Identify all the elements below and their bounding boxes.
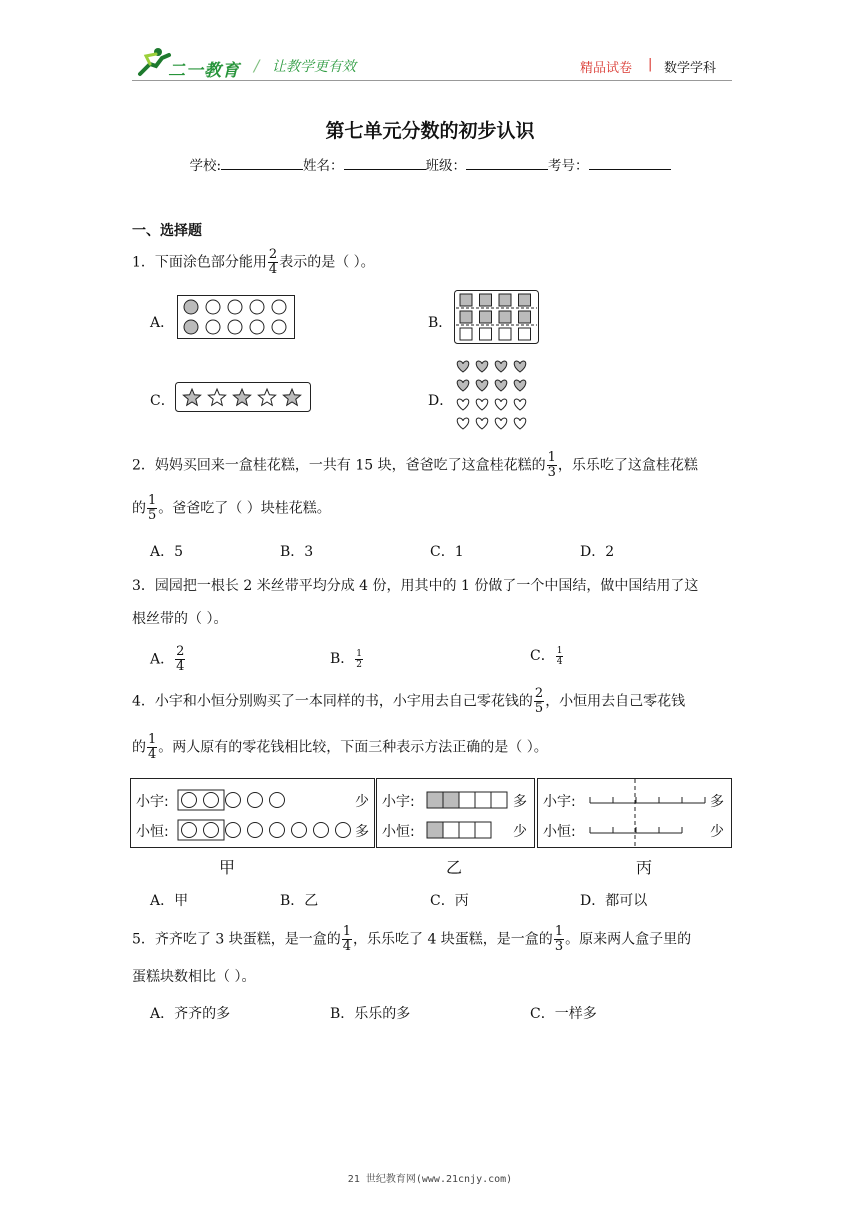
q4-jia-more: 多 <box>355 824 369 840</box>
q5-fraction-2 <box>554 925 564 954</box>
q2-text-mid: ，乐乐吃了这盒桂花糕 <box>557 457 698 474</box>
q5-option-a[interactable]: A．齐齐的多 <box>150 1006 231 1022</box>
q3-fracA-den: 4 <box>176 659 185 674</box>
q2-frac2-num: 1 <box>148 493 157 508</box>
q2-stem-line1 <box>132 451 698 480</box>
q1-option-d-hearts-figure <box>454 358 532 434</box>
q1a-circle <box>184 300 198 314</box>
q4-bing-less: 少 <box>710 824 724 840</box>
q1d-heart-icon <box>457 361 469 372</box>
q2-option-c[interactable]: C．1 <box>430 544 464 560</box>
q5-text: 5．齐齐吃了 3 块蛋糕，是一盒的 <box>132 931 341 948</box>
exam-no-blank[interactable] <box>589 157 671 170</box>
q4-jia-circle <box>204 793 219 808</box>
q1d-heart-icon <box>476 418 488 429</box>
q2-option-d[interactable]: D．2 <box>580 544 615 560</box>
q4-yi-cell <box>427 822 443 838</box>
q4-jia-circle <box>248 823 263 838</box>
name-label: 姓名： <box>303 158 344 174</box>
q4-text-mid: ，小恒用去自己零花钱 <box>545 693 686 710</box>
q4-yi-xiaoheng-label: 小恒: <box>382 824 415 840</box>
q3-option-c-label: C． <box>530 648 555 664</box>
q1-option-c-stars-figure <box>175 382 311 412</box>
q3-option-c-fraction <box>556 646 564 667</box>
q4-option-a[interactable]: A．甲 <box>150 893 189 909</box>
q4-caption-bing: 丙 <box>636 858 653 877</box>
student-info-line <box>0 154 860 174</box>
q1b-square <box>480 294 492 306</box>
q5-text-end: 。原来两人盒子里的 <box>565 931 692 948</box>
q1b-square <box>519 294 531 306</box>
q4-figure-bing <box>537 778 732 848</box>
q4-yi-less: 少 <box>513 824 527 840</box>
q1d-heart-icon <box>495 380 507 391</box>
q3-fracC-num: 1 <box>556 645 563 656</box>
q4-yi-cell <box>427 792 443 808</box>
q1b-square <box>499 294 511 306</box>
q4-jia-circle <box>270 793 285 808</box>
header-tag-premium: 精品试卷 <box>580 61 633 76</box>
q1d-heart-icon <box>457 380 469 391</box>
q1-option-a-label[interactable]: A． <box>150 315 175 331</box>
q4-text: 4．小宇和小恒分别购买了一本同样的书，小宇用去自己零花钱的 <box>132 693 533 710</box>
q4-jia-circle <box>226 793 241 808</box>
q4-option-c[interactable]: C．丙 <box>430 893 469 909</box>
runner-logo-icon <box>136 46 172 78</box>
q2-fraction-1 <box>547 451 557 480</box>
q2-text-2: 的 <box>132 500 146 517</box>
q4-yi-cell <box>491 792 507 808</box>
q2-option-b[interactable]: B．3 <box>280 544 314 560</box>
q5-stem-line2: 蛋糕块数相比（ ）。 <box>132 969 256 985</box>
q5-option-c[interactable]: C．一样多 <box>530 1006 597 1022</box>
q3-stem-line2: 根丝带的（ ）。 <box>132 611 228 627</box>
page-footer: 21 世纪教育网(www.21cnjy.com) <box>347 1174 513 1185</box>
q1-option-c-label[interactable]: C． <box>150 393 175 409</box>
q1d-heart-icon <box>495 399 507 410</box>
q5-frac1-den: 4 <box>342 939 351 954</box>
q4-yi-cell <box>459 822 475 838</box>
q4-frac2-den: 4 <box>148 747 157 762</box>
q4-jia-circle <box>182 823 197 838</box>
q2-frac2-den: 5 <box>148 508 157 523</box>
q4-jia-less: 少 <box>355 794 369 810</box>
q4-yi-xiaoyu-label: 小宇: <box>382 794 415 810</box>
q4-jia-circle <box>182 793 197 808</box>
q3-option-a-label: A． <box>150 651 175 668</box>
q1d-heart-icon <box>457 418 469 429</box>
q1-frac-num: 2 <box>268 247 278 262</box>
q1a-circle <box>228 320 242 334</box>
q5-frac1-num: 1 <box>342 924 351 939</box>
q1a-circle <box>228 300 242 314</box>
q2-stem-line2 <box>132 494 331 523</box>
q3-option-b-label: B． <box>330 651 355 667</box>
q4-jia-circles <box>177 785 353 845</box>
school-label: 学校: <box>189 158 222 174</box>
q3-fracB-num: 1 <box>356 648 363 659</box>
q1-option-d-label[interactable]: D． <box>428 393 454 409</box>
q4-bing-xiaoheng-label: 小恒: <box>543 824 576 840</box>
q2-text-end: 。爸爸吃了（ ）块桂花糕。 <box>158 500 331 517</box>
school-blank[interactable] <box>221 157 303 170</box>
q4-jia-circle <box>270 823 285 838</box>
q1d-heart-icon <box>514 399 526 410</box>
q1-text: 1．下面涂色部分能用 <box>132 254 267 271</box>
q4-yi-cell <box>475 822 491 838</box>
q4-figure-jia <box>130 778 375 848</box>
q1b-square <box>499 311 511 323</box>
q1b-square <box>519 328 531 340</box>
q4-text-2: 的 <box>132 739 146 756</box>
q1d-heart-icon <box>476 380 488 391</box>
q1b-square <box>480 311 492 323</box>
q2-option-a[interactable]: A．5 <box>150 544 184 560</box>
name-blank[interactable] <box>344 157 426 170</box>
q1-option-a-circles-figure <box>177 295 295 339</box>
q4-yi-bars <box>425 785 509 845</box>
q4-frac1-num: 2 <box>534 686 544 701</box>
q3-fracC-den: 4 <box>556 656 563 667</box>
q1d-heart-icon <box>495 418 507 429</box>
q1-option-b-squares-figure <box>454 290 539 344</box>
q3-option-b[interactable] <box>330 648 364 670</box>
q1b-square <box>499 328 511 340</box>
q1d-heart-icon <box>514 418 526 429</box>
q1d-heart-icon <box>495 361 507 372</box>
q3-stem-line1: 3．园园把一根长 2 米丝带平均分成 4 份，用其中的 1 份做了一个中国结，做中国结用了这 <box>132 578 699 594</box>
q4-text-end: 。两人原有的零花钱相比较，下面三种表示方法正确的是（ ）。 <box>158 739 548 756</box>
page-title: 第七单元分数的初步认识 <box>325 120 535 142</box>
q4-caption-jia: 甲 <box>219 858 236 877</box>
q2-text: 2．妈妈买回来一盒桂花糕，一共有 15 块，爸爸吃了这盒桂花糕的 <box>132 457 546 474</box>
q4-yi-cell <box>443 822 459 838</box>
q5-text-mid: ，乐乐吃了 4 块蛋糕，是一盒的 <box>353 931 553 948</box>
q4-figure-yi <box>376 778 535 848</box>
class-blank[interactable] <box>466 157 548 170</box>
q4-yi-cell <box>475 792 491 808</box>
q4-fraction-1 <box>534 687 544 716</box>
q1d-heart-icon <box>514 380 526 391</box>
q2-frac1-num: 1 <box>547 450 556 465</box>
q3-option-a-fraction <box>175 645 185 674</box>
q4-jia-xiaoheng-label: 小恒: <box>136 824 169 840</box>
q1-stem <box>132 248 375 277</box>
q1d-heart-icon <box>457 399 469 410</box>
q1a-circle <box>272 320 286 334</box>
header-rule <box>132 80 732 81</box>
q4-bing-segments <box>586 779 710 847</box>
header-divider: | <box>648 57 653 72</box>
header-slash: / <box>254 56 260 75</box>
q4-stem-line2 <box>132 733 548 762</box>
q4-bing-xiaoyu-label: 小宇: <box>543 794 576 810</box>
q1-text-end: 表示的是（ ）。 <box>279 254 375 271</box>
q4-jia-circle <box>248 793 263 808</box>
q4-caption-yi: 乙 <box>446 858 463 877</box>
q4-jia-circle <box>292 823 307 838</box>
q4-frac2-num: 1 <box>148 732 157 747</box>
q1b-square <box>460 328 472 340</box>
header-tag-subject: 数学学科 <box>664 61 717 76</box>
q4-jia-circle <box>204 823 219 838</box>
q1d-heart-icon <box>476 361 488 372</box>
q3-option-b-fraction <box>355 649 363 670</box>
q1a-circle <box>272 300 286 314</box>
q4-jia-circle <box>336 823 351 838</box>
q1b-square <box>460 294 472 306</box>
q1a-circle <box>250 320 264 334</box>
q4-yi-more: 多 <box>513 794 527 810</box>
q4-frac1-den: 5 <box>534 701 544 716</box>
section-heading: 一、选择题 <box>132 223 202 239</box>
q4-bing-more: 多 <box>710 794 724 810</box>
brand-name: 二一教育 <box>168 61 240 81</box>
q2-frac1-den: 3 <box>547 465 556 480</box>
q1b-square <box>519 311 531 323</box>
q5-stem-line1 <box>132 925 691 954</box>
exam-no-label: 考号： <box>548 158 589 174</box>
q1a-circle <box>184 320 198 334</box>
q4-option-b[interactable]: B．乙 <box>280 893 319 909</box>
q1b-square <box>480 328 492 340</box>
class-label: 班级： <box>425 158 467 174</box>
q1d-heart-icon <box>514 361 526 372</box>
q4-option-d[interactable]: D．都可以 <box>580 893 648 909</box>
q5-frac2-num: 1 <box>554 924 564 939</box>
q4-yi-cell <box>459 792 475 808</box>
q4-jia-circle <box>226 823 241 838</box>
q4-fraction-2 <box>147 733 157 762</box>
q4-yi-cell <box>443 792 459 808</box>
q1d-heart-icon <box>476 399 488 410</box>
q4-jia-xiaoyu-label: 小宇: <box>136 794 169 810</box>
brand-slogan: 让教学更有效 <box>272 59 356 75</box>
q5-fraction-1 <box>342 925 352 954</box>
q3-fracA-num: 2 <box>176 644 185 659</box>
q1-fraction <box>268 248 278 277</box>
q5-option-b[interactable]: B．乐乐的多 <box>330 1006 411 1022</box>
q3-fracB-den: 2 <box>356 659 363 670</box>
q4-stem-line1 <box>132 687 685 716</box>
q4-jia-circle <box>314 823 329 838</box>
q3-option-a[interactable] <box>150 645 186 674</box>
q1-frac-den: 4 <box>268 262 278 277</box>
q5-frac2-den: 3 <box>554 939 564 954</box>
q1-option-b-label[interactable]: B． <box>428 315 453 331</box>
q1a-circle <box>250 300 264 314</box>
q1b-square <box>460 311 472 323</box>
q1a-circle <box>206 300 220 314</box>
q2-fraction-2 <box>147 494 157 523</box>
q1a-circle <box>206 320 220 334</box>
q3-option-c[interactable] <box>530 645 564 667</box>
